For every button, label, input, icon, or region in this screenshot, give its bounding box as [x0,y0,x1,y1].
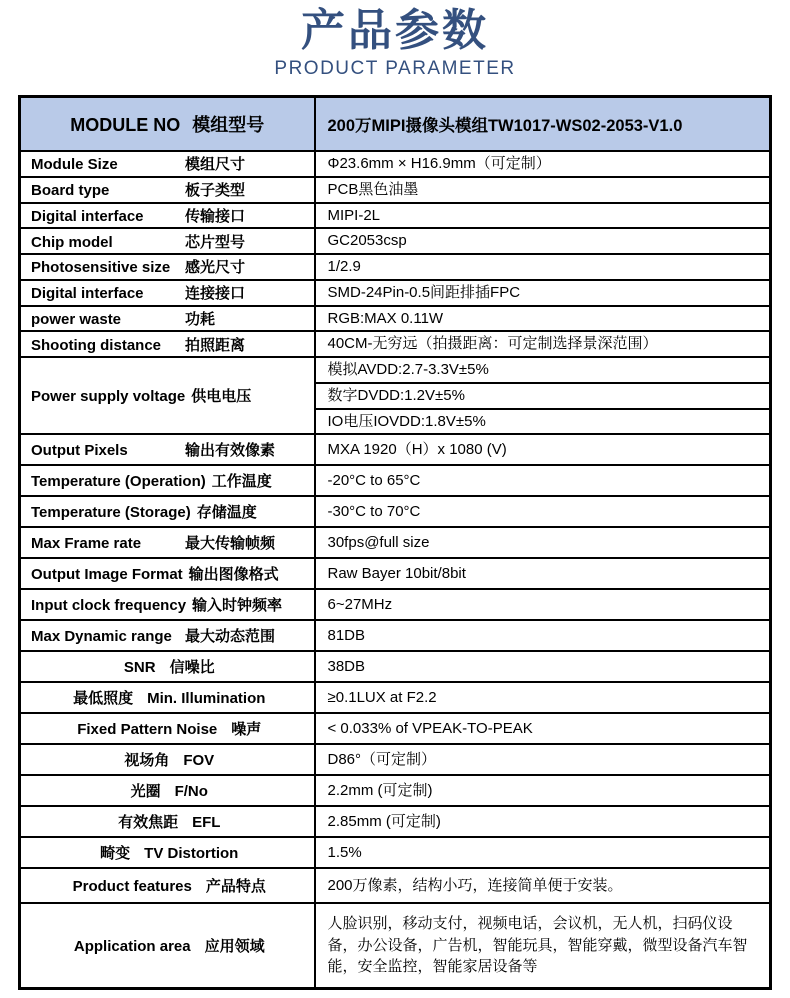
spec-label-cell [20,434,315,465]
label-part-1: 最低照度 [73,690,134,708]
spec-row [20,151,771,177]
label-part-2: 信噪比 [169,659,215,677]
spec-row [20,903,771,988]
spec-label-cell [20,651,315,682]
spec-label-cell [20,496,315,527]
spec-row [20,496,771,527]
spec-value-cell: 2.85mm (可定制) [315,806,771,837]
label-part-1: Max Dynamic range [31,628,172,646]
label-part-1: Digital interface [31,207,144,225]
label-part-2: 噪声 [231,721,262,739]
label-part-1: 畸变 [100,845,131,863]
spec-value-cell: 38DB [315,651,771,682]
spec-value-cell: 1.5% [315,837,771,868]
label-part-2: 芯片型号 [185,233,246,251]
spec-row [20,280,771,306]
label-part-1: Output Pixels [31,442,128,460]
spec-value-cell: 1/2.9 [315,254,771,280]
spec-row [20,713,771,744]
label-part-1: Product features [72,878,192,896]
label-part-2: 拍照距离 [185,336,246,354]
label-part-1: 视场角 [124,752,170,770]
spec-row [20,465,771,496]
label-part-2: 最大传输帧频 [185,535,276,553]
label-part-2: 输出图像格式 [188,566,279,584]
spec-row [20,806,771,837]
spec-value-cell: MXA 1920（H）x 1080 (V) [315,434,771,465]
spec-value-cell: 2.2mm (可定制) [315,775,771,806]
spec-value-cell: 30fps@full size [315,527,771,558]
spec-row [20,306,771,332]
spec-value-cell: 200万像素，结构小巧，连接简单便于安装。 [315,868,771,903]
label-part-1: Photosensitive size [31,259,171,277]
spec-value-cell: 40CM-无穷远（拍摄距离：可定制选择景深范围） [315,331,771,357]
label-part-1: 有效焦距 [118,814,179,832]
spec-label-cell [20,868,315,903]
spec-row [20,651,771,682]
spec-label-cell [20,280,315,306]
label-part-1: Board type [31,182,110,200]
table-header-row [20,96,771,151]
header-module-no-cell [20,96,315,151]
page-subtitle: PRODUCT PARAMETER [274,57,516,79]
label-part-2: 产品特点 [205,878,266,896]
spec-label-cell [20,228,315,254]
label-part-2: 功耗 [185,310,216,328]
label-part-1: Application area [73,938,191,956]
spec-label-cell [20,744,315,775]
spec-row [20,744,771,775]
spec-label-cell [20,331,315,357]
label-part-2: 模组尺寸 [185,156,246,174]
spec-label-cell [20,558,315,589]
spec-value-cell: 模拟AVDD:2.7-3.3V±5% [315,357,771,383]
spec-row [20,527,771,558]
spec-table [18,95,772,990]
spec-label-cell [20,589,315,620]
spec-row [20,589,771,620]
label-part-1: Output Image Format [31,566,183,584]
spec-label-cell [20,203,315,229]
spec-label-cell [20,620,315,651]
spec-row [20,228,771,254]
spec-row [20,203,771,229]
header-label-en: MODULE NO [70,114,181,135]
spec-label-cell [20,527,315,558]
label-part-2: 板子类型 [185,182,246,200]
spec-value-cell: -30°C to 70°C [315,496,771,527]
spec-value-cell: D86°（可定制） [315,744,771,775]
spec-row [20,682,771,713]
label-part-1: Module Size [31,156,118,174]
label-part-1: Temperature (Operation) [31,473,206,491]
label-part-2: 最大动态范围 [185,628,276,646]
spec-label-cell [20,682,315,713]
spec-row [20,868,771,903]
spec-label-cell [20,713,315,744]
label-part-1: Shooting distance [31,336,162,354]
spec-value-cell: GC2053csp [315,228,771,254]
spec-label-cell [20,151,315,177]
label-part-1: Chip model [31,233,113,251]
label-part-2: 传输接口 [185,207,246,225]
spec-value-cell: 6~27MHz [315,589,771,620]
label-part-1: Max Frame rate [31,535,142,553]
header-module-value-cell: 200万MIPI摄像头模组TW1017-WS02-2053-V1.0 [315,96,771,151]
label-part-1: Temperature (Storage) [31,504,191,522]
spec-label-cell [20,775,315,806]
spec-row [20,331,771,357]
header-label-zh: 模组型号 [192,114,265,135]
spec-value-cell: -20°C to 65°C [315,465,771,496]
spec-value-cell: Raw Bayer 10bit/8bit [315,558,771,589]
label-part-2: 输出有效像素 [185,442,276,460]
spec-label-cell [20,177,315,203]
spec-row [20,357,771,383]
spec-label-cell [20,306,315,332]
label-part-2: FOV [183,752,215,770]
title-block [0,0,790,80]
spec-label-cell [20,254,315,280]
label-part-1: SNR [123,659,156,677]
label-part-2: 输入时钟频率 [192,597,283,615]
label-part-1: Fixed Pattern Noise [77,721,218,739]
spec-value-cell: ≥0.1LUX at F2.2 [315,682,771,713]
spec-row [20,837,771,868]
label-part-2: F/No [174,783,208,801]
label-part-2: EFL [192,814,221,832]
label-part-2: 工作温度 [211,473,272,491]
label-part-1: 光圈 [130,783,161,801]
spec-row [20,775,771,806]
spec-value-cell: 人脸识别，移动支付，视频电话，会议机，无人机，扫码仪设备，办公设备，广告机，智能玩具，智能穿戴，微型设备汽车智能，安全监控，智能家居设备等 [315,903,771,988]
label-part-2: 供电电压 [191,388,252,406]
spec-value-cell: < 0.033% of VPEAK-TO-PEAK [315,713,771,744]
spec-label-cell [20,357,315,434]
label-part-2: 存储温度 [196,504,257,522]
label-part-2: 连接接口 [185,285,246,303]
spec-value-cell: IO电压IOVDD:1.8V±5% [315,409,771,435]
spec-value-cell: SMD-24Pin-0.5间距排插FPC [315,280,771,306]
spec-label-cell [20,465,315,496]
spec-value-cell: PCB黑色油墨 [315,177,771,203]
label-part-2: 应用领域 [204,938,265,956]
spec-label-cell [20,806,315,837]
spec-value-cell: Φ23.6mm × H16.9mm（可定制） [315,151,771,177]
spec-row [20,620,771,651]
page-title: 产品参数 [301,6,489,55]
label-part-2: TV Distortion [144,845,239,863]
spec-row [20,254,771,280]
spec-row [20,434,771,465]
spec-value-cell: 数字DVDD:1.2V±5% [315,383,771,409]
spec-label-cell [20,837,315,868]
label-part-2: Min. Illumination [147,690,266,708]
spec-value-cell: MIPI-2L [315,203,771,229]
spec-value-cell: 81DB [315,620,771,651]
label-part-1: Digital interface [31,285,144,303]
label-part-1: Power supply voltage [31,388,186,406]
spec-row [20,177,771,203]
spec-row [20,558,771,589]
label-part-1: power waste [31,310,122,328]
spec-value-cell: RGB:MAX 0.11W [315,306,771,332]
spec-label-cell [20,903,315,988]
label-part-1: Input clock frequency [31,597,187,615]
label-part-2: 感光尺寸 [185,259,246,277]
